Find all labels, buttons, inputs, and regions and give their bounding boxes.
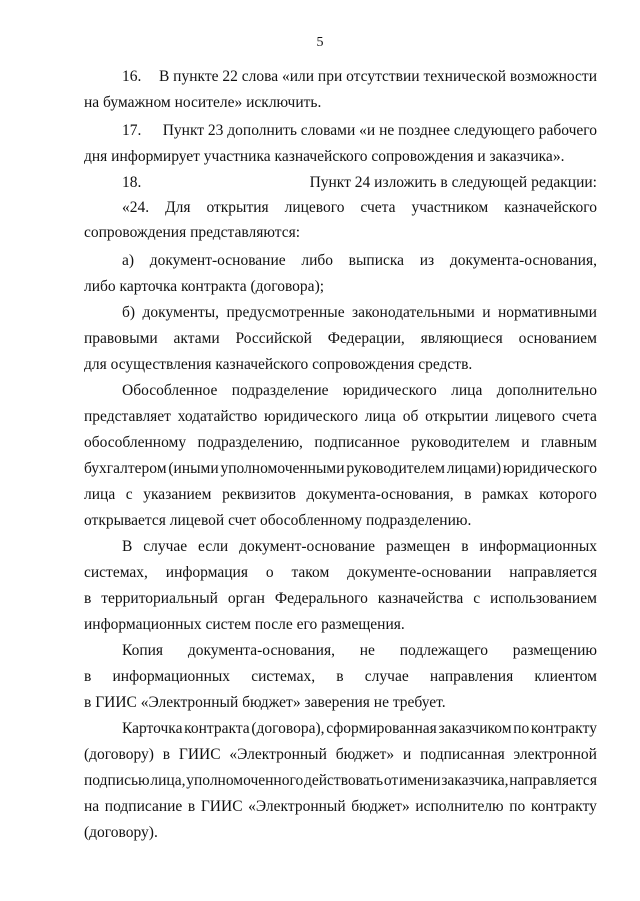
paragraph-7-line-5 (84, 485, 597, 505)
paragraph-10-line-1 (122, 719, 597, 739)
word: лицевого (284, 199, 345, 216)
word: с (473, 590, 481, 607)
word: исполнителю (415, 798, 504, 815)
word: и (482, 304, 491, 321)
word: ГИИС (200, 798, 243, 815)
word: лицами) (446, 460, 502, 477)
word: (иными (168, 460, 219, 477)
word: Российской (235, 330, 312, 347)
word: документы, (142, 304, 220, 321)
word: «24. (122, 199, 150, 216)
paragraph-10-line-2 (84, 745, 597, 765)
word: бюджет» (351, 798, 410, 815)
word: открытия (206, 199, 269, 216)
paragraph-3-line-1 (122, 173, 597, 193)
word: ГИИС (178, 746, 221, 763)
word: Федерального (274, 590, 368, 607)
paragraph-1-line-2: на бумажном носителе» исключить. (84, 94, 322, 111)
word: подписание (104, 798, 183, 815)
word: в (336, 668, 344, 685)
word: бухгалтером (84, 460, 167, 477)
word: таком (291, 564, 330, 581)
word: направления (429, 668, 514, 685)
word: б) (122, 304, 136, 321)
word: с (125, 486, 133, 503)
page-number: 5 (316, 35, 324, 50)
word: по (509, 798, 526, 815)
word: случае (143, 538, 188, 555)
paragraph-7-line-4 (84, 459, 597, 479)
paragraph-8-line-4: информационных систем после его размещения. (84, 616, 405, 633)
word: из (419, 252, 435, 269)
paragraph-8-line-3 (84, 589, 597, 609)
word: подписанное (314, 434, 400, 451)
paragraph-6-line-1 (122, 303, 597, 323)
word: законодательными (352, 304, 475, 321)
word: в (84, 668, 92, 685)
word: 18. (122, 174, 142, 191)
word: в (464, 486, 472, 503)
word: и (403, 746, 412, 763)
word: В (122, 538, 133, 555)
paragraph-1-line-1 (122, 67, 597, 87)
paragraph-10-line-5: (договору). (84, 824, 158, 841)
paragraph-10-line-3 (84, 771, 597, 791)
word: а) (122, 252, 135, 269)
word: (договору) (84, 746, 154, 763)
paragraph-8-line-2 (84, 563, 597, 583)
word: направляется (509, 564, 597, 581)
word: юридического (264, 408, 358, 425)
word: Для (165, 199, 191, 216)
paragraph-2-line-1 (122, 121, 597, 141)
word: «Электронный (229, 746, 327, 763)
word: руководителем (346, 460, 445, 477)
word: документа-основания, (449, 252, 597, 269)
word: не (359, 642, 375, 659)
word: документа-основания, (187, 642, 335, 659)
word: подразделение (231, 382, 329, 399)
word: подлежащего (399, 642, 488, 659)
word: обособленному (84, 434, 187, 451)
word: заказчика, (441, 772, 509, 789)
word: счета (561, 408, 597, 425)
word: главным (540, 434, 597, 451)
word: в (187, 798, 196, 815)
paragraph-4-line-1 (122, 198, 597, 218)
word: о (265, 564, 274, 581)
word: имени (398, 772, 441, 789)
paragraph-7-line-3 (84, 433, 597, 453)
paragraph-7-line-2 (84, 407, 597, 427)
word: электронной (513, 746, 597, 763)
word: подразделению, (197, 434, 303, 451)
word: использованием (490, 590, 597, 607)
paragraph-7-line-1 (122, 381, 597, 401)
word: направляется (509, 772, 597, 789)
word: казначейского (504, 199, 597, 216)
word: счета (360, 199, 396, 216)
word: заказчиком (438, 720, 512, 737)
word: в (84, 590, 92, 607)
word: лица (364, 408, 396, 425)
word: Карточка (122, 720, 183, 737)
word: дополнительно (496, 382, 597, 399)
word: 17. (122, 122, 142, 139)
word: участником (411, 199, 489, 216)
word: В пункте 22 слова «или при отсутствии технической возможности (158, 68, 597, 85)
word: системах, (84, 564, 148, 581)
word: юридического (503, 460, 597, 477)
word: в (461, 538, 469, 555)
word: от (383, 772, 399, 789)
word: территориальный (101, 590, 218, 607)
word: сформированная (326, 720, 437, 737)
word: документа-основания, (306, 486, 454, 503)
paragraph-2-line-2: дня информирует участника казначейского сопровождения и заказчика». (84, 148, 565, 165)
word: подписью (84, 772, 150, 789)
word: контракта (184, 720, 250, 737)
word: указанием (143, 486, 212, 503)
word: клиентом (534, 668, 597, 685)
word: юридического (342, 382, 437, 399)
word: представляет (84, 408, 171, 425)
paragraph-5-line-2: либо карточка контракта (договора); (84, 278, 325, 295)
word: Копия (122, 642, 164, 659)
word: нормативными (497, 304, 597, 321)
word: случае (364, 668, 409, 685)
word: «Электронный (248, 798, 346, 815)
paragraph-10-line-4 (84, 797, 597, 817)
paragraph-7-line-6: открывается лицевой счет обособленному подразделению. (84, 512, 472, 529)
word: рамках (482, 486, 529, 503)
word: и (521, 434, 530, 451)
word: орган (227, 590, 265, 607)
word: действовать (303, 772, 384, 789)
word: Федерации, (327, 330, 405, 347)
word: лица (84, 486, 116, 503)
word: информационных (112, 668, 231, 685)
word: уполномоченного (186, 772, 304, 789)
word: 16. (122, 68, 142, 85)
word: лицевого (495, 408, 556, 425)
word: руководителем (411, 434, 510, 451)
word: если (198, 538, 229, 555)
paragraph-9-line-1 (122, 641, 597, 661)
word: на (84, 798, 100, 815)
word: либо (301, 252, 333, 269)
word: Пункт 24 изложить в следующей редакции: (309, 174, 597, 191)
word: реквизитов (222, 486, 296, 503)
word: казначейства (377, 590, 464, 607)
word: открытии (425, 408, 489, 425)
word: по (513, 720, 530, 737)
word: (договора), (251, 720, 325, 737)
word: подписанная (420, 746, 505, 763)
word: системах, (251, 668, 316, 685)
word: бюджет» (335, 746, 395, 763)
word: размещению (512, 642, 597, 659)
word: документе-основании (347, 564, 492, 581)
word: документ-основание (149, 252, 286, 269)
word: предусмотренные (226, 304, 345, 321)
paragraph-9-line-2 (84, 667, 597, 687)
word: основанием (518, 330, 597, 347)
word: лица, (150, 772, 186, 789)
word: размещен (385, 538, 451, 555)
word: Пункт 23 дополнить словами «и не позднее следующего рабочего (162, 122, 597, 139)
paragraph-6-line-3: для осуществления казначейского сопровождения средств. (84, 356, 473, 373)
word: документ-основание (239, 538, 376, 555)
word: информационных (479, 538, 597, 555)
word: ходатайство (177, 408, 258, 425)
paragraph-8-line-1 (122, 537, 597, 557)
paragraph-6-line-2 (84, 329, 597, 349)
word: являющиеся (420, 330, 503, 347)
word: лица (451, 382, 483, 399)
word: контракту (530, 720, 597, 737)
word: правовыми (84, 330, 158, 347)
word: контракту (530, 798, 597, 815)
paragraph-9-line-3: в ГИИС «Электронный бюджет» заверения не требует. (84, 694, 446, 711)
word: актами (173, 330, 220, 347)
paragraph-4-line-2: сопровождения представляются: (84, 224, 301, 241)
paragraph-5-line-1 (122, 251, 597, 271)
word: в (162, 746, 171, 763)
word: уполномоченными (220, 460, 345, 477)
word: информация (165, 564, 248, 581)
word: Обособленное (122, 382, 218, 399)
word: об (402, 408, 419, 425)
word: которого (539, 486, 597, 503)
word: выписка (348, 252, 405, 269)
